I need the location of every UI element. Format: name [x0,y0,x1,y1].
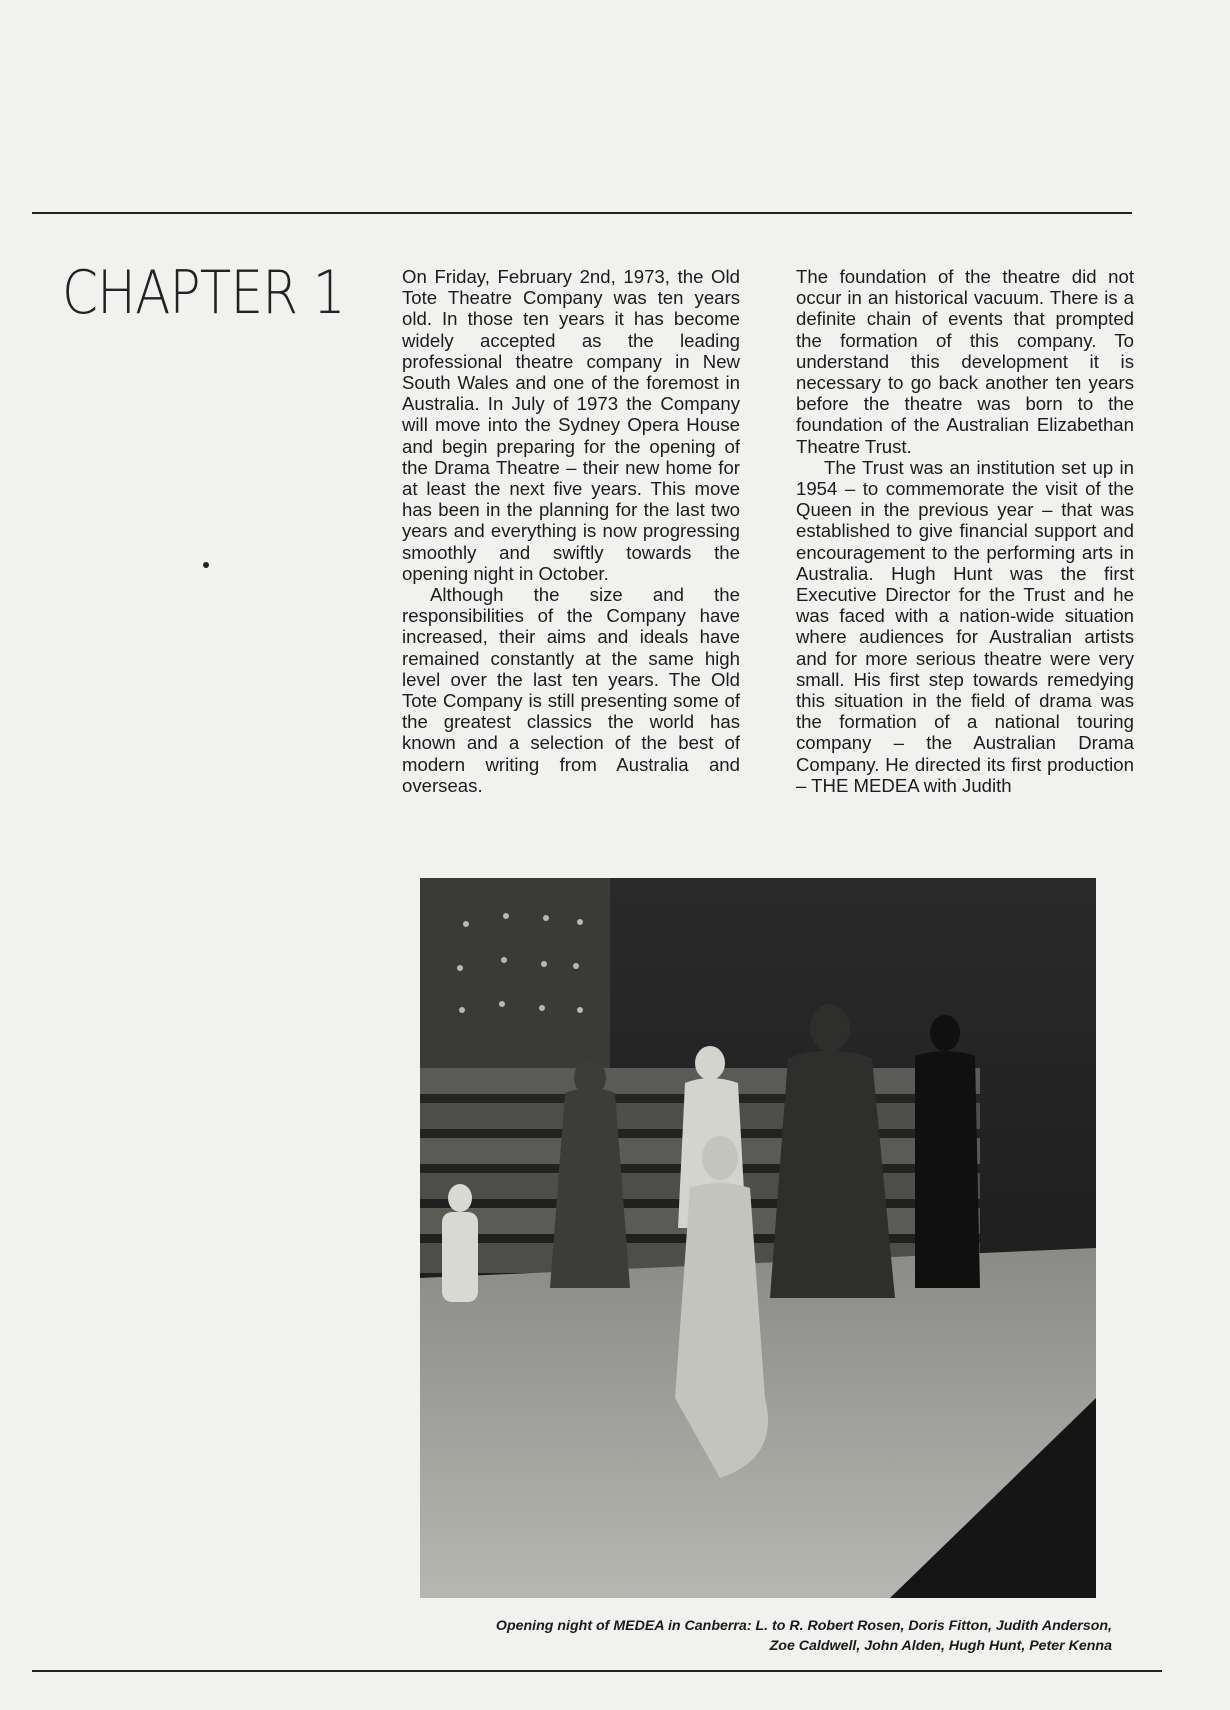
top-rule [32,212,1132,214]
chapter-heading: CHAPTER 1 [62,258,345,328]
stage-photograph [420,878,1096,1598]
paragraph: On Friday, February 2nd, 1973, the Old Tote Theatre Company was ten years old. In those ten years it has become widely accepted as the leading professional theatre company in New South Wales and one of the foremost in Australia. In July of 1973 the Company will move into the Sydney Opera House and begin preparing for the opening of the Drama Theatre – their new home for at least the next five years. This move has been in the planning for the last two years and everything is now progressing smoothly and swiftly towards the opening night in October. [402,266,740,584]
text-column-left [402,266,740,796]
caption-line: Zoe Caldwell, John Alden, Hugh Hunt, Peter Kenna [769,1638,1112,1654]
paragraph: The Trust was an institution set up in 1954 – to commemorate the visit of the Queen in the previous year – that was established to give financial support and encouragement to the performing arts in Australia. Hugh Hunt was the first Executive Director for the Trust and he was faced with a nation-wide situation where audiences for Australian artists and for more serious theatre were very small. His first step towards remedying this situation in the field of drama was the formation of a national touring company – the Australian Drama Company. He directed its first production – THE MEDEA with Judith [796,456,1134,796]
paragraph: Although the size and the responsibilities of the Company have increased, their aims and ideals have remained constantly at the same high level over the last ten years. The Old Tote Company is still presenting some of the greatest classics the world has known and a selection of the best of modern writing from Australia and overseas. [402,584,740,796]
margin-dot [203,562,209,568]
caption-line: Opening night of MEDEA in Canberra: L. to R. Robert Rosen, Doris Fitton, Judith Anderson, [495,1618,1112,1634]
paragraph: The foundation of the theatre did not occur in an historical vacuum. There is a definite chain of events that prompted the formation of this company. To understand this development it is necessary to go back another ten years before the theatre was born to the foundation of the Australian Elizabethan Theatre Trust. [796,266,1134,457]
bottom-rule [32,1670,1162,1672]
photo-caption [380,1616,1112,1656]
text-column-right [796,266,1134,796]
